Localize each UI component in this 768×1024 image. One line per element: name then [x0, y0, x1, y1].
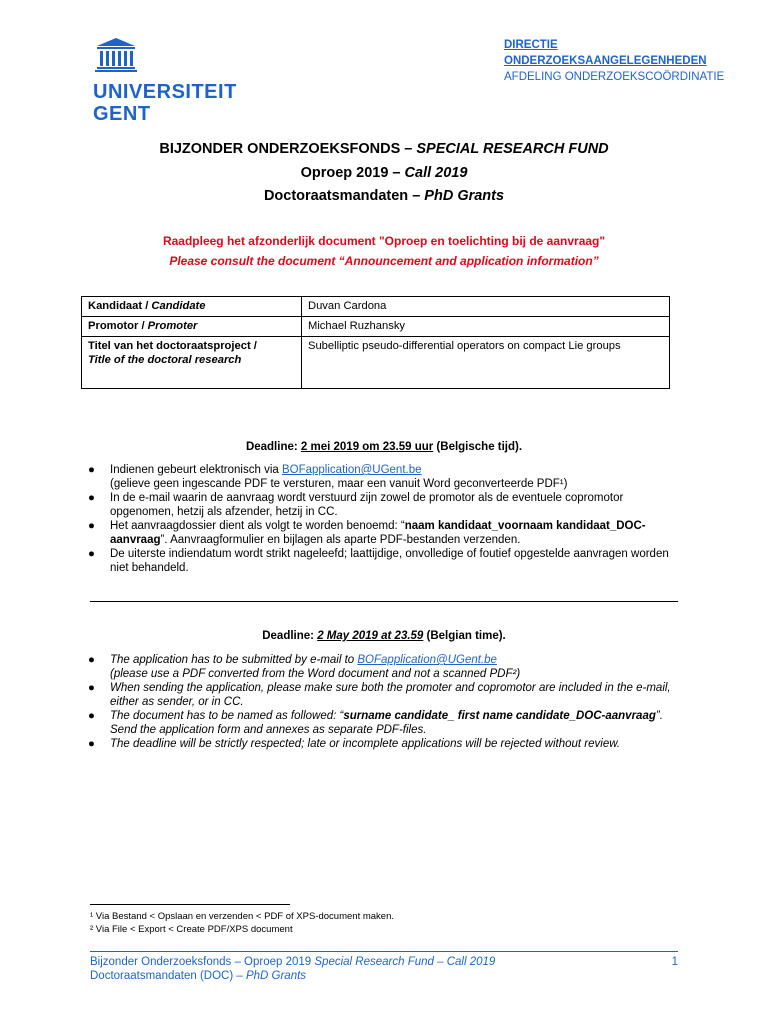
footer-line-2: Doctoraatsmandaten (DOC) – PhD Grants — [90, 970, 307, 982]
footnote-divider — [90, 904, 290, 905]
list-item: ● In de e-mail waarin de aanvraag wordt verstuurd zijn zowel de promotor als de eventuele copromotor opgenomen, hetzij als afzender, hetzij in CC. — [88, 492, 624, 518]
footnote-1: ¹ Via Bestand < Opslaan en verzenden < PDF of XPS-document maken. — [90, 911, 394, 922]
table-row — [82, 317, 670, 337]
title-2-nl: Oproep 2019 – — [300, 165, 405, 181]
title-line-2 — [0, 165, 768, 181]
list-item: ● When sending the application, please make sure both the promoter and copromotor are included in the e-mail, either as sender, or in CC. — [88, 682, 671, 708]
candidate-label: Kandidaat / Candidate — [82, 297, 302, 317]
dept-line-3: AFDELING ONDERZOEKSCOÖRDINATIE — [504, 71, 725, 83]
logo-line-1: UNIVERSITEIT — [93, 81, 237, 103]
title-3-nl: Doctoraatsmandaten – — [263, 188, 425, 204]
title-line-3 — [0, 188, 768, 204]
title-3-en: PhD Grants — [424, 188, 505, 204]
research-title-label: Titel van het doctoraatsproject / Title of the doctoral research — [82, 337, 302, 389]
notice-en: Please consult the document “Announcement and application information” — [169, 254, 599, 268]
deadline-nl: Deadline: 2 mei 2019 om 23.59 uur (Belgische tijd). — [245, 441, 523, 453]
dept-line-2: ONDERZOEKSAANGELEGENHEDEN — [504, 55, 707, 67]
list-item: ● The document has to be named as followed: “surname candidate_ first name candidate_DOC-aanvraag”. Send the application form and annexes as separate PDF-files. — [88, 710, 663, 736]
title-line-1 — [0, 141, 768, 157]
table-row — [82, 297, 670, 317]
page-number: 1 — [671, 956, 678, 968]
department-block — [504, 37, 724, 85]
notice-nl: Raadpleeg het afzonderlijk document "Oproep en toelichting bij de aanvraag" — [162, 234, 606, 248]
promoter-value: Michael Ruzhansky — [302, 317, 670, 337]
title-2-en: Call 2019 — [404, 165, 468, 181]
deadline-en: Deadline: 2 May 2019 at 23.59 (Belgian time). — [262, 630, 506, 642]
list-item: ● Het aanvraagdossier dient als volgt te worden benoemd: “naam kandidaat_voornaam kandidaat_DOC-aanvraag”. Aanvraagformulier en bijlagen als aparte PDF-bestanden verzenden. — [88, 520, 646, 546]
deadline-nl-date: 2 mei 2019 om 23.59 uur — [300, 441, 434, 453]
section-divider — [90, 601, 678, 602]
promoter-label: Promotor / Promoter — [82, 317, 302, 337]
candidate-value: Duvan Cardona — [302, 297, 670, 317]
university-building-icon — [95, 38, 137, 72]
logo-line-2: GENT — [93, 103, 151, 125]
research-title-value: Subelliptic pseudo-differential operators on compact Lie groups — [302, 337, 670, 389]
instructions-nl-list — [88, 463, 678, 575]
candidate-info-table — [81, 296, 670, 389]
email-link-en[interactable]: BOFapplication@UGent.be — [357, 654, 497, 666]
deadline-en-date: 2 May 2019 at 23.59 — [317, 630, 424, 642]
table-row — [82, 337, 670, 389]
footer-line-1: Bijzonder Onderzoeksfonds – Oproep 2019 Special Research Fund – Call 2019 — [90, 956, 496, 968]
list-item: ● The application has to be submitted by e-mail to BOFapplication@UGent.be (please use a PDF converted from the Word document and not a scanned PDF²) — [88, 654, 521, 680]
title-1-nl: BIJZONDER ONDERZOEKSFONDS – — [159, 141, 417, 157]
ugent-logo — [93, 38, 237, 128]
dept-line-1: DIRECTIE — [504, 39, 558, 51]
title-1-en: SPECIAL RESEARCH FUND — [416, 141, 609, 157]
footnote-2: ² Via File < Export < Create PDF/XPS document — [90, 924, 293, 935]
footer-divider — [90, 951, 678, 952]
list-item: ● De uiterste indiendatum wordt strikt nageleefd; laattijdige, onvolledige of foutief opgestelde aanvragen worden niet behandeld. — [88, 548, 669, 574]
list-item: ● The deadline will be strictly respected; late or incomplete applications will be rejected without review. — [88, 738, 621, 750]
list-item: ● Indienen gebeurt elektronisch via BOFapplication@UGent.be (gelieve geen ingescande PDF te versturen, maar een vanuit Word geconverteerde PDF¹) — [88, 464, 568, 490]
email-link-nl[interactable]: BOFapplication@UGent.be — [281, 464, 422, 476]
page-footer — [90, 955, 678, 983]
instructions-en-list — [88, 653, 678, 751]
